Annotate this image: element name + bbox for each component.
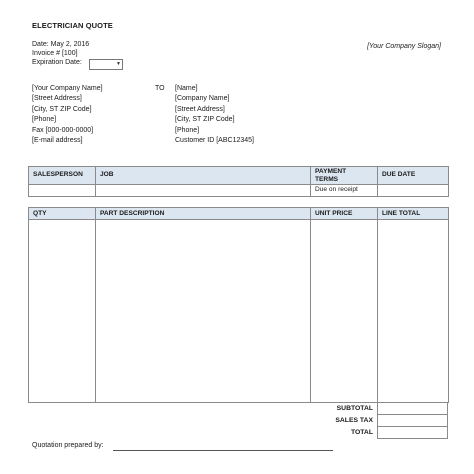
to-address	[175, 84, 254, 146]
totals-table	[377, 402, 448, 439]
to-line: [Phone]	[175, 126, 200, 134]
signature-line[interactable]	[113, 450, 333, 451]
to-line: [Street Address]	[175, 105, 225, 113]
due-date-cell[interactable]	[378, 185, 449, 197]
invoice-number: Invoice # [100]	[32, 50, 78, 57]
document-title: ELECTRICIAN QUOTE	[32, 21, 113, 30]
to-line: Customer ID [ABC12345]	[175, 137, 254, 145]
job-cell[interactable]	[96, 185, 311, 197]
expiration-date-dropdown[interactable]	[89, 59, 123, 70]
line-total-cell[interactable]	[378, 220, 449, 403]
from-line: [City, ST ZIP Code]	[32, 105, 92, 113]
quote-date: Date: May 2, 2016	[32, 41, 90, 48]
header-qty: QTY	[29, 208, 96, 220]
qty-cell[interactable]	[29, 220, 96, 403]
payment-terms-cell[interactable]: Due on receipt	[311, 185, 378, 197]
chevron-down-icon: ▼	[116, 61, 121, 67]
header-part-description: PART DESCRIPTION	[96, 208, 311, 220]
header-payment-terms: PAYMENT TERMS	[311, 167, 378, 185]
table-header-row	[29, 208, 449, 220]
to-line: [Company Name]	[175, 95, 230, 103]
header-line-total: LINE TOTAL	[378, 208, 449, 220]
from-line: [Street Address]	[32, 95, 82, 103]
table-row	[29, 185, 449, 197]
unit-price-cell[interactable]	[311, 220, 378, 403]
sales-tax-value-cell[interactable]	[378, 415, 448, 427]
line-items-table	[28, 207, 449, 403]
from-line: Fax [000-000-0000]	[32, 126, 94, 134]
total-value-cell[interactable]	[378, 427, 448, 439]
table-row	[29, 220, 449, 403]
to-label: TO	[155, 85, 165, 92]
header-due-date: DUE DATE	[378, 167, 449, 185]
total-label: TOTAL	[350, 429, 373, 436]
from-line: [Your Company Name]	[32, 85, 103, 92]
from-line: [Phone]	[32, 116, 57, 124]
sales-tax-label: SALES TAX	[335, 417, 373, 424]
header-salesperson: SALESPERSON	[29, 167, 96, 185]
company-slogan: [Your Company Slogan]	[367, 43, 441, 50]
to-line: [Name]	[175, 85, 198, 92]
subtotal-label: SUBTOTAL	[336, 405, 373, 412]
job-info-table	[28, 166, 449, 197]
prepared-by-label: Quotation prepared by:	[32, 442, 104, 449]
header-unit-price: UNIT PRICE	[311, 208, 378, 220]
table-header-row	[29, 167, 449, 185]
salesperson-cell[interactable]	[29, 185, 96, 197]
from-address	[32, 84, 103, 146]
from-line: [E-mail address]	[32, 137, 83, 145]
description-cell[interactable]	[96, 220, 311, 403]
expiration-label: Expiration Date:	[32, 59, 82, 66]
to-line: [City, ST ZIP Code]	[175, 116, 235, 124]
subtotal-value-cell[interactable]	[378, 403, 448, 415]
header-job: JOB	[96, 167, 311, 185]
